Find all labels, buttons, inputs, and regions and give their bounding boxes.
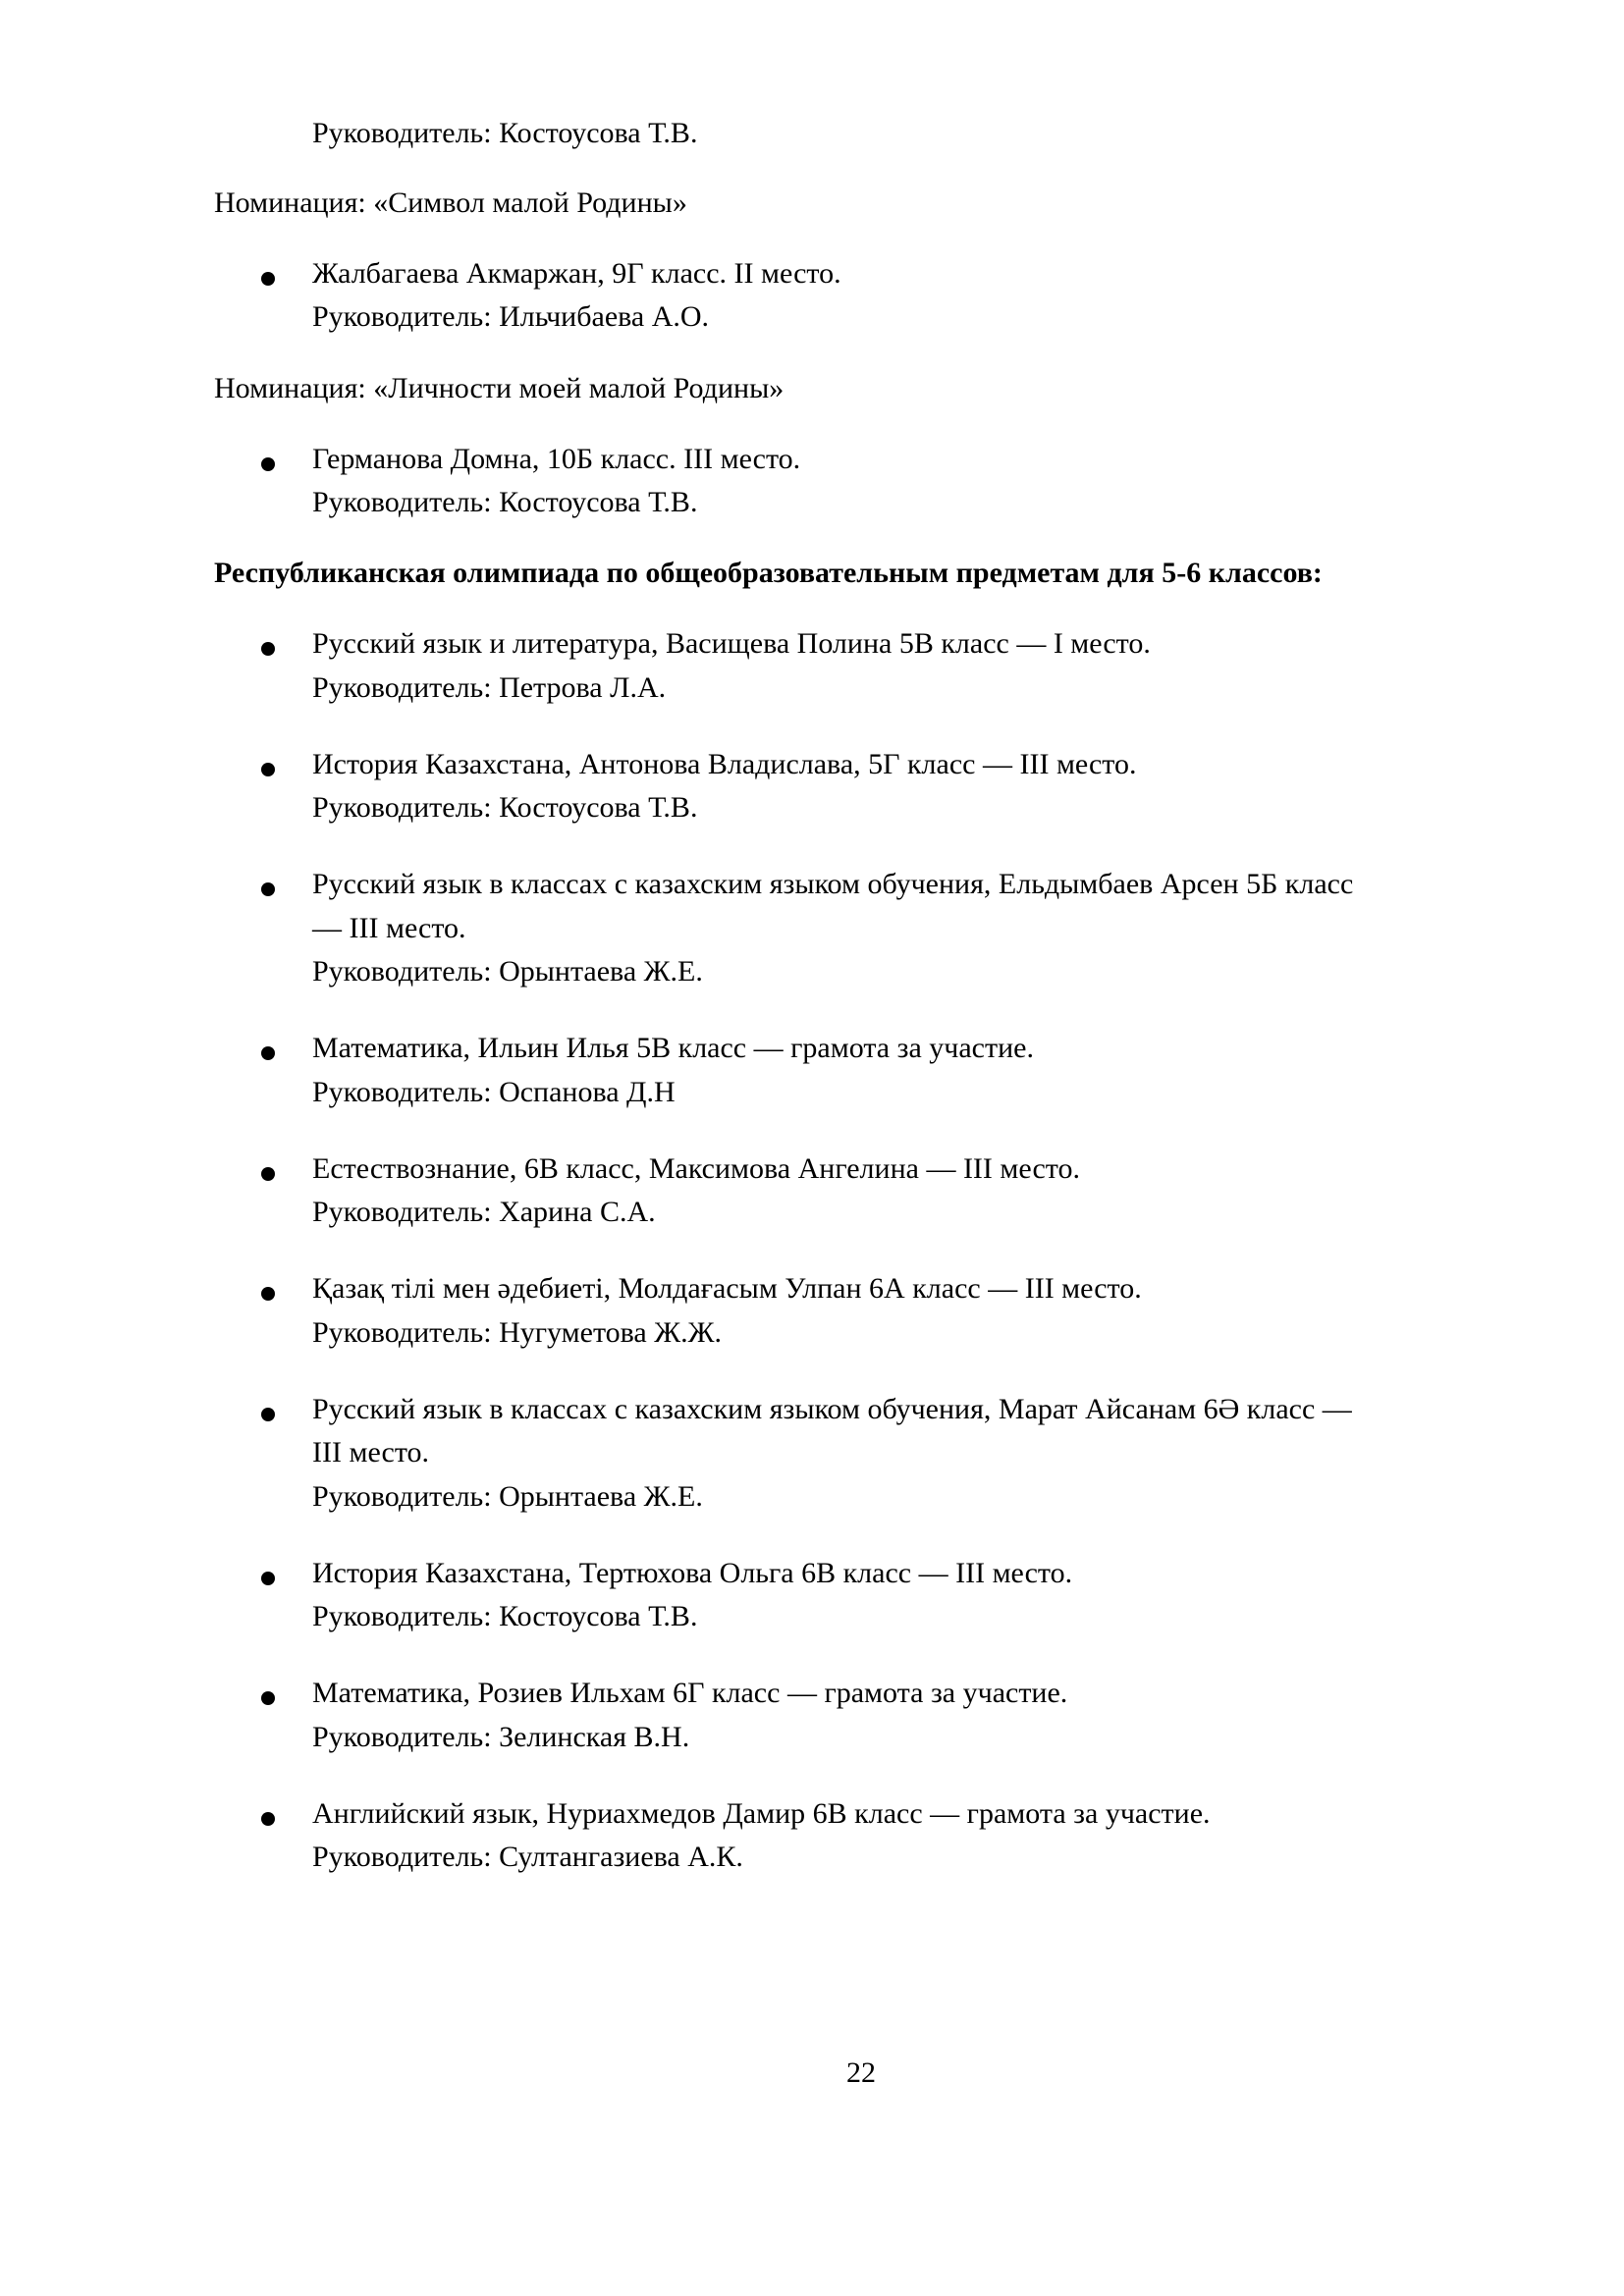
olympiad-entry-line: История Казахстана, Антонова Владислава, 5Г класс — III место. [312, 747, 1137, 780]
olympiad-entry-line: Қазақ тілі мен әдебиеті, Молдағасым Улпан 6А класс — III место. [312, 1272, 1142, 1305]
bullet-icon [261, 1572, 275, 1585]
bullet-icon [261, 1408, 275, 1421]
olympiad-entry-line: Английский язык, Нуриахмедов Дамир 6В класс — грамота за участие. [312, 1796, 1211, 1830]
olympiad-leader-line: Руководитель: Орынтаева Ж.Е. [312, 1479, 703, 1513]
olympiad-leader-line: Руководитель: Петрова Л.А. [312, 670, 667, 704]
olympiad-leader-line: Руководитель: Костоусова Т.В. [312, 1600, 698, 1632]
olympiad-entry-line: Математика, Ильин Илья 5В класс — грамота за участие. [312, 1032, 1034, 1064]
leader-line: Руководитель: Костоусова Т.В. [312, 486, 698, 518]
bullet-icon [261, 457, 275, 471]
bullet-icon [261, 1046, 275, 1060]
nomination-title: Номинация: «Символ малой Родины» [214, 187, 687, 219]
olympiad-entry-line: Русский язык в классах с казахским языком обучения, Ельдымбаев Арсен 5Б класс [312, 868, 1354, 900]
olympiad-leader-line: Руководитель: Султангазиева А.К. [312, 1841, 743, 1873]
olympiad-leader-line: Руководитель: Харина С.А. [312, 1196, 656, 1228]
leader-line: Руководитель: Ильчибаева А.О. [312, 300, 710, 333]
olympiad-entry-line: Математика, Розиев Ильхам 6Г класс — грамота за участие. [312, 1677, 1068, 1709]
bullet-icon [261, 1287, 275, 1301]
olympiad-leader-line: Руководитель: Орынтаева Ж.Е. [312, 955, 703, 988]
bullet-icon [261, 1812, 275, 1826]
olympiad-leader-line: Руководитель: Оспанова Д.Н [312, 1075, 676, 1108]
olympiad-entry-line: История Казахстана, Тертюхова Ольга 6В класс — III место. [312, 1556, 1073, 1589]
olympiad-entry-line: Русский язык в классах с казахским языком обучения, Марат Айсанам 6Ә класс — [312, 1392, 1352, 1425]
nomination-title: Номинация: «Личности моей малой Родины» [214, 372, 785, 404]
bullet-icon [261, 272, 275, 286]
olympiad-entry-line: III место. [312, 1436, 430, 1468]
page-number: 22 [846, 2056, 876, 2089]
olympiad-leader-line: Руководитель: Зелинская В.Н. [312, 1720, 690, 1753]
entry-line: Германова Домна, 10Б класс. III место. [312, 443, 801, 475]
olympiad-leader-line: Руководитель: Костоусова Т.В. [312, 791, 698, 824]
bullet-icon [261, 1691, 275, 1705]
leader-line: Руководитель: Костоусова Т.В. [312, 117, 698, 149]
bullet-icon [261, 763, 275, 776]
entry-line: Жалбагаева Акмаржан, 9Г класс. II место. [312, 257, 841, 290]
bullet-icon [261, 882, 275, 896]
olympiad-leader-line: Руководитель: Нугуметова Ж.Ж. [312, 1315, 722, 1349]
bullet-icon [261, 642, 275, 656]
bullet-icon [261, 1167, 275, 1181]
olympiad-entry-line: — III место. [312, 911, 466, 944]
olympiad-entry-line: Русский язык и литература, Васищева Полина 5В класс — I место. [312, 627, 1151, 660]
olympiad-entry-line: Естествознание, 6В класс, Максимова Ангелина — III место. [312, 1151, 1080, 1185]
olympiad-heading: Республиканская олимпиада по общеобразовательным предметам для 5-6 классов: [214, 557, 1323, 589]
